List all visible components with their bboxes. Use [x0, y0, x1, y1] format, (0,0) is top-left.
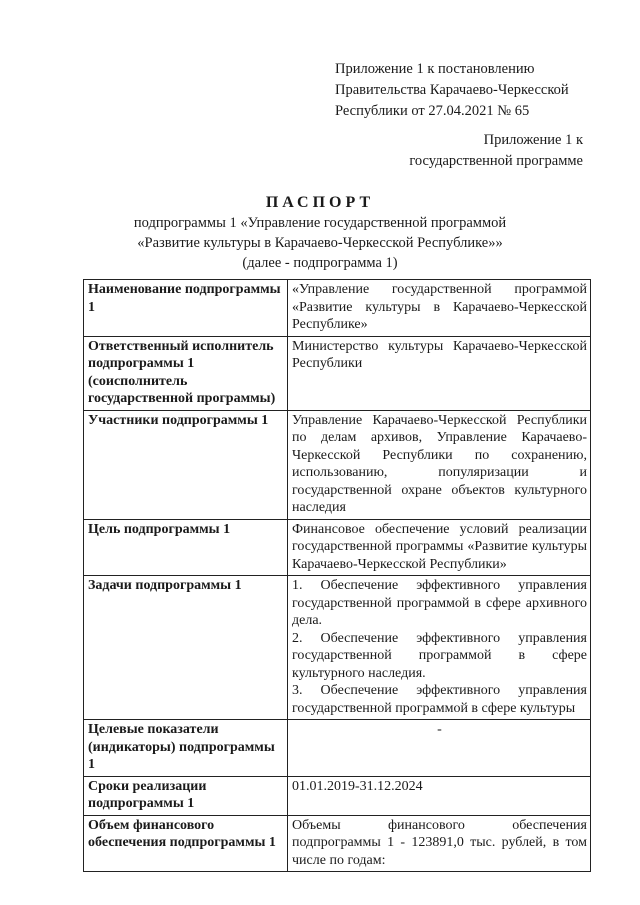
document-subtitle-line: (далее - подпрограмма 1): [242, 255, 398, 271]
row-value: Министерство культуры Карачаево-Черкесской Республики: [288, 336, 591, 410]
row-label: Цель подпрограммы 1: [84, 519, 288, 576]
row-label: Ответственный исполнитель подпрограммы 1 (соисполнитель государственной программы): [84, 336, 288, 410]
row-label: Наименование подпрограммы 1: [84, 280, 288, 337]
row-value: Финансовое обеспечение условий реализации государственной программы «Развитие культуры Карачаево-Черкесской Республики»: [288, 519, 591, 576]
passport-table: [83, 279, 591, 872]
table-row: [84, 576, 591, 720]
appendix-program-header: [409, 130, 583, 172]
row-value: 01.01.2019-31.12.2024: [288, 776, 591, 815]
row-value: Объемы финансового обеспечения подпрограммы 1 - 123891,0 тыс. рублей, в том числе по годам:: [288, 815, 591, 872]
row-label: Сроки реализации подпрограммы 1: [84, 776, 288, 815]
document-title-block: [0, 193, 640, 273]
document-title: ПАСПОРТ: [265, 194, 375, 211]
document-subtitle-line: «Развитие культуры в Карачаево-Черкесской Республике»»: [137, 235, 503, 251]
task-item: 2. Обеспечение эффективного управления государственной программой в сфере культурного наследия.: [292, 630, 587, 681]
task-item: 1. Обеспечение эффективного управления государственной программой в сфере архивного дела.: [292, 578, 587, 628]
appendix-resolution-line: Приложение 1 к постановлению: [335, 61, 535, 77]
row-value: Управление Карачаево-Черкесской Республики по делам архивов, Управление Карачаево-Черкесской Республики по сохранению, использованию, популяризации и государственной охране объектов культурного наследия: [288, 410, 591, 519]
row-label: Задачи подпрограммы 1: [84, 576, 288, 720]
row-label: Целевые показатели (индикаторы) подпрограммы 1: [84, 720, 288, 777]
appendix-program-line: Приложение 1 к: [483, 132, 583, 148]
appendix-program-line: государственной программе: [409, 153, 583, 169]
row-label: Участники подпрограммы 1: [84, 410, 288, 519]
task-item: 3. Обеспечение эффективного управления государственной программой в сфере культуры: [292, 683, 587, 716]
appendix-resolution-line: Республики от 27.04.2021 № 65: [335, 103, 530, 119]
row-value: «Управление государственной программой «Развитие культуры в Карачаево-Черкесской Республике»: [288, 280, 591, 337]
row-label: Объем финансового обеспечения подпрограммы 1: [84, 815, 288, 872]
table-row: [84, 815, 591, 872]
document-subtitle-line: подпрограммы 1 «Управление государственной программой: [133, 215, 507, 231]
row-value-tasks: [288, 576, 591, 720]
table-row: [84, 410, 591, 519]
table-row: [84, 280, 591, 337]
appendix-resolution-line: Правительства Карачаево-Черкесской: [335, 82, 569, 98]
table-row: [84, 776, 591, 815]
table-row: [84, 519, 591, 576]
table-row: [84, 720, 591, 777]
appendix-resolution-header: [335, 59, 569, 122]
table-row: [84, 336, 591, 410]
row-value: -: [288, 720, 591, 777]
